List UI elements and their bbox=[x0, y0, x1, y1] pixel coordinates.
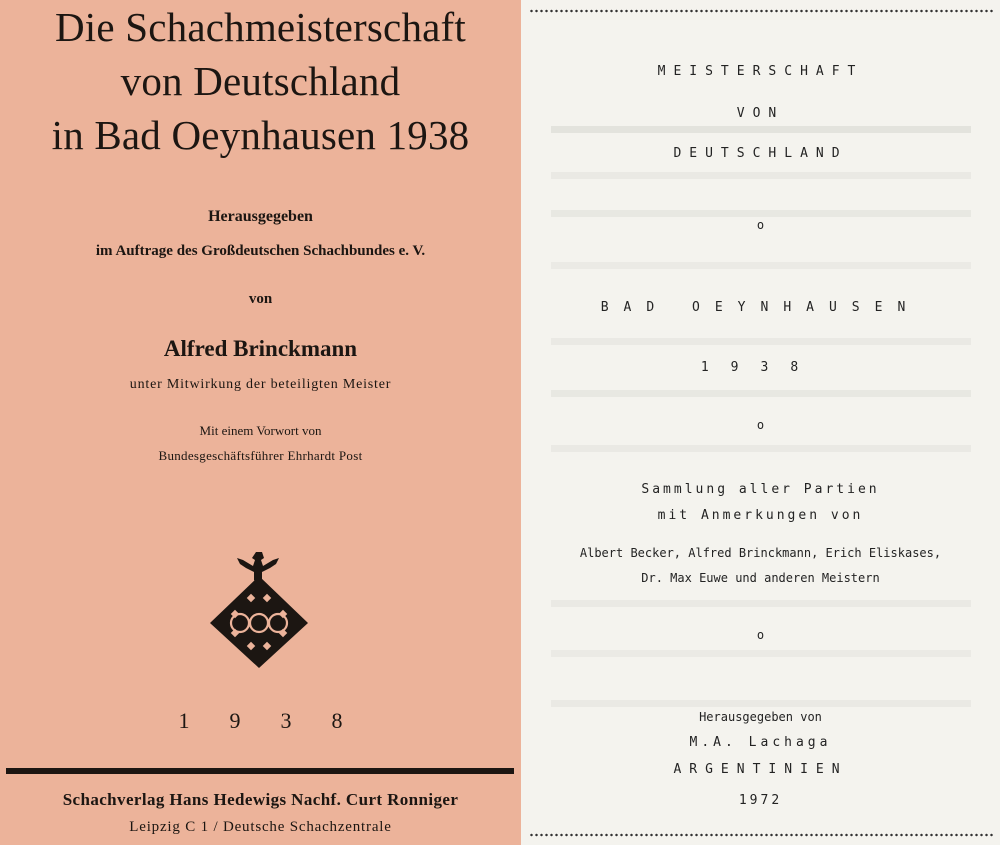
line-von: VON bbox=[736, 106, 785, 121]
commissioned-by: im Auftrage des Großdeutschen Schachbundes e. V. bbox=[95, 243, 426, 259]
dotted-border-top bbox=[529, 9, 995, 13]
foreword-line-2: Bundesgeschäftsführer Ehrhardt Post bbox=[158, 448, 363, 463]
bleed-through bbox=[551, 172, 971, 179]
bleed-through bbox=[551, 600, 971, 607]
year-left: 1938 bbox=[178, 708, 383, 733]
chess-federation-emblem bbox=[204, 550, 314, 670]
bleed-through bbox=[551, 126, 971, 133]
dotted-border-bottom bbox=[529, 833, 995, 837]
line-meisterschaft: MEISTERSCHAFT bbox=[657, 64, 864, 79]
line-year-1938: 1938 bbox=[700, 360, 821, 375]
country: ARGENTINIEN bbox=[673, 762, 848, 777]
line-sammlung: Sammlung aller Partien bbox=[641, 482, 880, 497]
bleed-through bbox=[551, 262, 971, 269]
bullet-1: o bbox=[756, 218, 765, 232]
author-name: Alfred Brinckmann bbox=[163, 336, 358, 361]
title-line-2: von Deutschland bbox=[120, 58, 401, 104]
foreword-line-1: Mit einem Vorwort von bbox=[199, 423, 322, 438]
title-line-3: in Bad Oeynhausen 1938 bbox=[51, 112, 470, 158]
bleed-through bbox=[551, 700, 971, 707]
divider-rule bbox=[6, 768, 514, 774]
bleed-through bbox=[551, 390, 971, 397]
bullet-2: o bbox=[756, 418, 765, 432]
editor-name: M.A. Lachaga bbox=[689, 735, 832, 750]
line-bad-oeynhausen: BAD OEYNHAUSEN bbox=[600, 300, 921, 315]
annotators-line-1: Albert Becker, Alfred Brinckmann, Erich Eliskases, bbox=[579, 546, 942, 560]
by-label: von bbox=[248, 291, 273, 307]
annotators-line-2: Dr. Max Euwe und anderen Meistern bbox=[641, 571, 880, 585]
bleed-through bbox=[551, 338, 971, 345]
collaboration-note: unter Mitwirkung der beteiligten Meister bbox=[129, 377, 392, 392]
bleed-through bbox=[551, 650, 971, 657]
bleed-through bbox=[551, 445, 971, 452]
edited-label: Herausgegeben bbox=[208, 208, 313, 225]
line-anmerkungen: mit Anmerkungen von bbox=[657, 508, 864, 523]
bullet-3: o bbox=[756, 628, 765, 642]
bleed-through bbox=[551, 210, 971, 217]
edited-by-label: Herausgegeben von bbox=[699, 710, 822, 724]
publisher: Schachverlag Hans Hedewigs Nachf. Curt Ronniger bbox=[62, 790, 459, 809]
publisher-place: Leipzig C 1 / Deutsche Schachzentrale bbox=[129, 819, 392, 835]
typewritten-title-page bbox=[521, 0, 1000, 845]
line-deutschland: DEUTSCHLAND bbox=[673, 146, 848, 161]
year-1972: 1972 bbox=[738, 793, 783, 808]
title-line-1: Die Schachmeisterschaft bbox=[54, 4, 467, 50]
